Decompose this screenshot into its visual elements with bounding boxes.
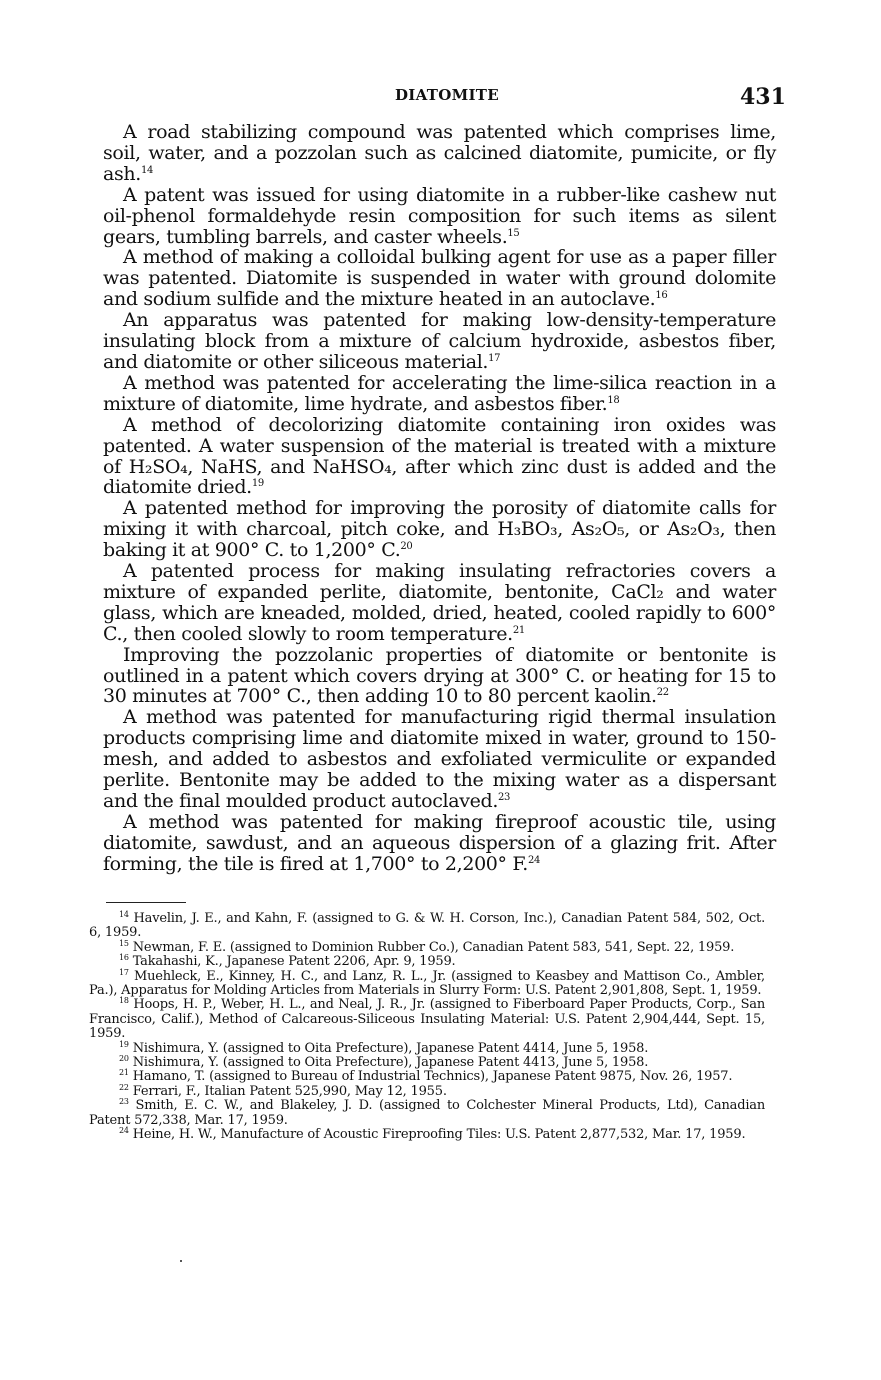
footnote-ref: 21 xyxy=(512,624,525,636)
paragraph: A patented process for making insulating refractories covers a mixture of expanded perlite, diatomite, bentonite, CaCl₂ and water glass, which are kneaded, molded, dried, heated, cooled rapidly to 600° C., then cooled slowly to room temperature.$^{21}$ xyxy=(103,560,776,645)
scan-speck xyxy=(180,1260,182,1262)
footnote-ref: 18 xyxy=(607,394,620,406)
running-head: DIATOMITE xyxy=(395,86,499,104)
paragraph: A method of making a colloidal bulking agent for use as a paper filler was patented. Diatomite is suspended in water with ground dolomite and sodium sulfide and the mixture heated in an autoclave.$^{16}$ xyxy=(103,246,776,311)
paragraph: A patent was issued for using diatomite in a rubber-like cashew nut oil-phenol formaldehyde resin composition for such items as silent gears, tumbling barrels, and caster wheels.$^{15}$ xyxy=(103,183,776,248)
footnote-ref: 14 xyxy=(140,164,153,176)
footnote-ref: 22 xyxy=(656,687,669,699)
footnote: $^{14}$ Havelin, J. E., and Kahn, F. (assigned to G. & W. H. Corson, Inc.), Canadian Patent 584, 502, Oct. 6, 1959. xyxy=(89,910,766,941)
footnote-ref: 24 xyxy=(527,854,540,866)
footnote-ref: 15 xyxy=(507,227,520,239)
paragraph: A method was patented for manufacturing rigid thermal insulation products comprising lime and diatomite mixed in water, ground to 150-mesh, and added to asbestos and exfoliated vermiculite or expanded perlite. Bentonite may be added to the mixing water as a dispersant and the final moulded product autoclaved.$^{23}$ xyxy=(103,706,776,812)
footnote-ref: 19 xyxy=(251,478,264,490)
footnote-ref: 23 xyxy=(498,792,511,803)
footnote-ref: 17 xyxy=(488,352,501,364)
paragraph: A method of decolorizing diatomite containing iron oxides was patented. A water suspension of the material is treated with a mixture of H₂SO₄, NaHS, and NaHSO₄, after which zinc dust is added and the diatomite dried.$^{19}$ xyxy=(103,413,776,499)
footnote: $^{24}$ Heine, H. W., Manufacture of Acoustic Fireproofing Tiles: U.S. Patent 2,877,532, Mar. 17, 1959. xyxy=(119,1126,746,1143)
footnote-divider xyxy=(106,902,186,903)
footnote: $^{15}$ Newman, F. E. (assigned to Dominion Rubber Co.), Canadian Patent 583, 541, Sept. 22, 1959. xyxy=(119,938,735,955)
paragraph: A road stabilizing compound was patented which comprises lime, soil, water, and a pozzolan such as calcined diatomite, pumicite, or fly ash.$^{14}$ xyxy=(103,121,776,185)
footnote: $^{16}$ Takahashi, K., Japanese Patent 2206, Apr. 9, 1959. xyxy=(119,953,456,970)
paragraph: An apparatus was patented for making low-density-temperature insulating block from a mixture of calcium hydroxide, asbestos fiber, and diatomite or other siliceous material.$^{17}$ xyxy=(103,309,776,373)
footnote-ref: 20 xyxy=(400,541,413,553)
footnote: $^{19}$ Nishimura, Y. (assigned to Oita Prefecture), Japanese Patent 4414, June 5, 1958. xyxy=(119,1039,649,1056)
page-number: 431 xyxy=(740,84,786,110)
paragraph: A method was patented for accelerating the lime-silica reaction in a mixture of diatomite, lime hydrate, and asbestos fiber.$^{18}$ xyxy=(103,371,776,415)
footnote: $^{17}$ Muehleck, E., Kinney, H. C., and Lanz, R. L., Jr. (assigned to Keasbey and Mattison Co., Ambler, Pa.), Apparatus for Molding Articles from Materials in Slurry Form: U.S. Patent 2,901,808, Sept. 1, 1959. xyxy=(89,967,765,999)
paragraph: A patented method for improving the porosity of diatomite calls for mixing it with charcoal, pitch coke, and H₃BO₃, As₂O₅, or As₂O₃, then baking it at 900° C. to 1,200° C.$^{20}$ xyxy=(103,497,776,562)
footnotes xyxy=(89,912,765,1143)
footnote: $^{23}$ Smith, E. C. W., and Blakeley, J. D. (assigned to Colchester Mineral Products, Ltd), Canadian Patent 572,338, Mar. 17, 1959. xyxy=(89,1097,765,1128)
footnote-ref: 16 xyxy=(655,290,668,302)
footnote: $^{18}$ Hoops, H. P., Weber, H. L., and Neal, J. R., Jr. (assigned to Fiberboard Paper Products, Corp., San Francisco, Calif.), Method of Calcareous-Siliceous Insulating Material: U.S. Patent 2,904,444, Sept. 15, 1959. xyxy=(89,996,765,1042)
paragraph: Improving the pozzolanic properties of diatomite or bentonite is outlined in a patent which covers drying at 300° C. or heating for 15 to 30 minutes at 700° C., then adding 10 to 80 percent kaolin.$^{22}$ xyxy=(103,643,776,708)
paragraph: A method was patented for making fireproof acoustic tile, using diatomite, sawdust, and an aqueous dispersion of a glazing frit. After forming, the tile is fired at 1,700° to 2,200° F.$^{24}$ xyxy=(103,810,776,875)
footnote: $^{22}$ Ferrari, F., Italian Patent 525,990, May 12, 1955. xyxy=(119,1082,447,1099)
body-text xyxy=(103,122,776,875)
footnote: $^{20}$ Nishimura, Y. (assigned to Oita Prefecture), Japanese Patent 4413, June 5, 1958. xyxy=(119,1054,649,1071)
footnote: $^{21}$ Hamano, T. (assigned to Bureau of Industrial Technics), Japanese Patent 9875, Nov. 26, 1957. xyxy=(119,1068,733,1085)
